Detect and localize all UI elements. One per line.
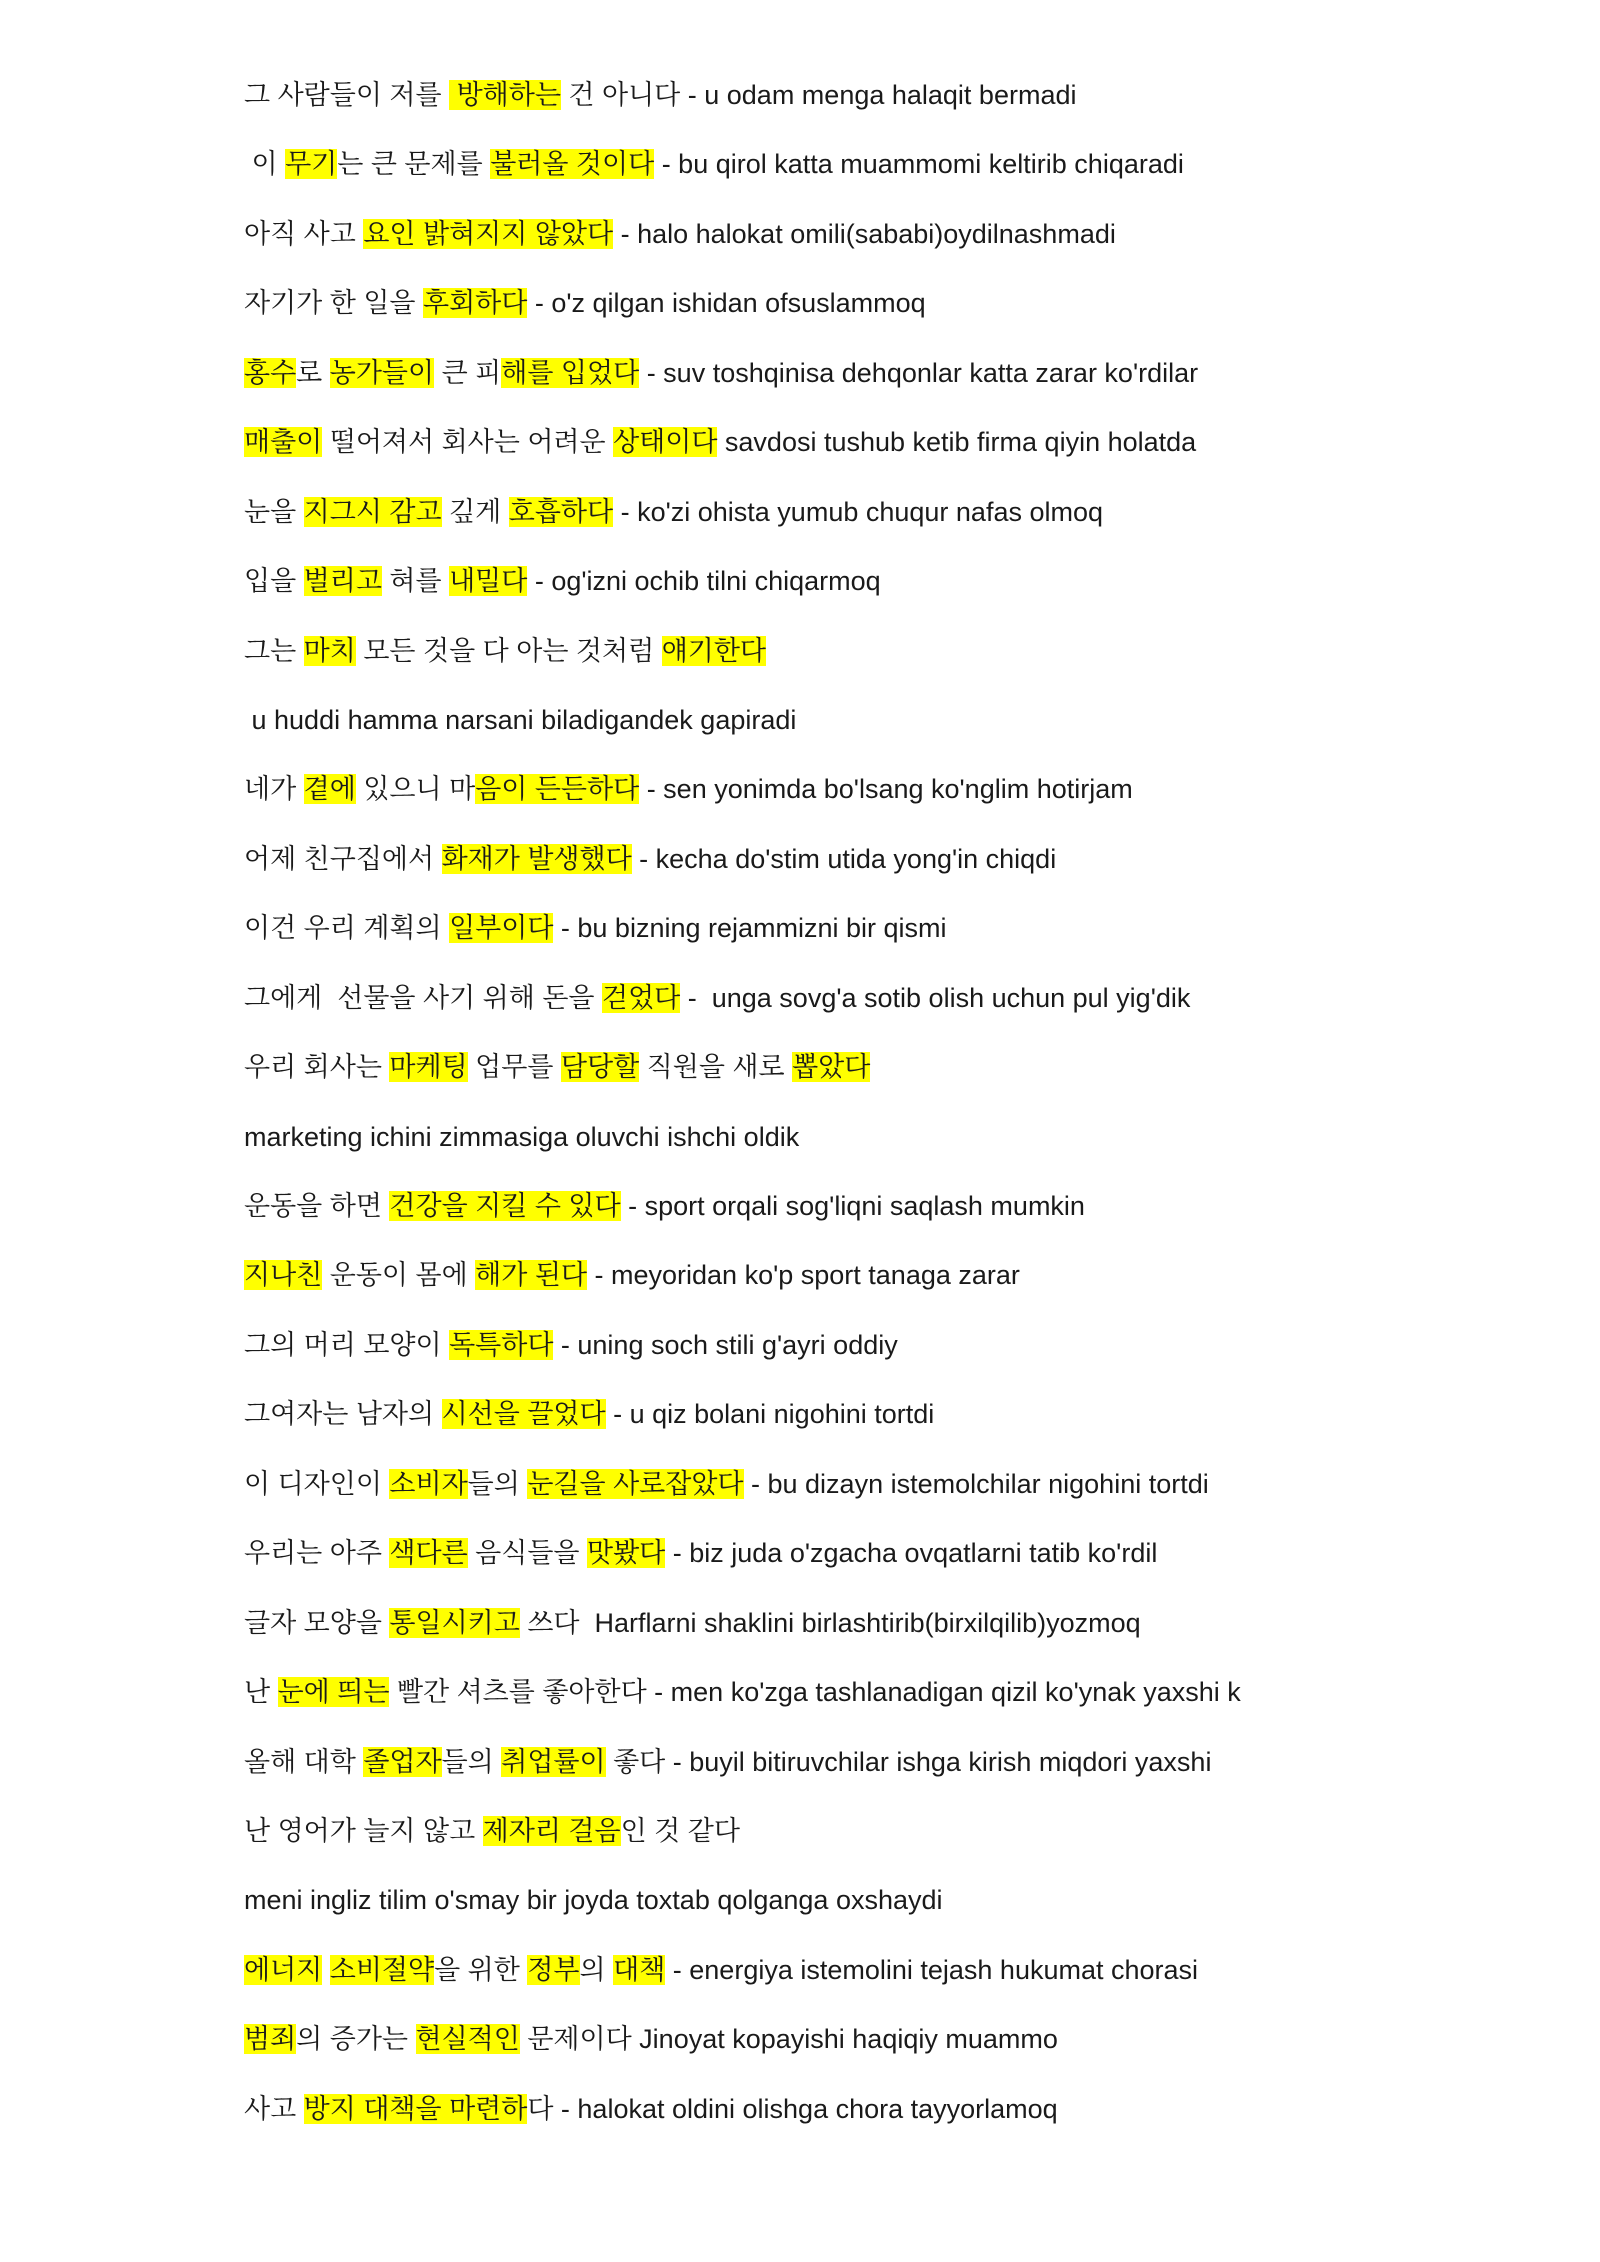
text-segment: 좋다 - buyil bitiruvchilar ishga kirish miqdori yaxshi [605, 1746, 1212, 1777]
highlighted-text: 음이 든든하다 [475, 774, 640, 805]
text-segment: 큰 피 [434, 357, 502, 388]
highlighted-text: 제자리 걸음 [482, 1815, 621, 1846]
text-segment: 의 증가는 [296, 2024, 416, 2055]
text-segment: - meyoridan ko'p sport tanaga zarar [587, 1260, 1020, 1291]
text-line [244, 686, 1540, 755]
text-line [244, 755, 1540, 824]
text-line [244, 269, 1540, 338]
highlighted-text: 눈길을 사로잡았다 [527, 1468, 744, 1499]
text-segment: 그에게 선물을 사기 위해 돈을 [244, 982, 602, 1013]
text-segment: 다 - halokat oldini olishga chora tayyorlamoq [527, 2093, 1058, 2124]
highlighted-text: 매출이 [244, 427, 323, 458]
highlighted-text: 지그시 감고 [303, 496, 442, 527]
text-line [244, 825, 1540, 894]
text-segment: - suv toshqinisa dehqonlar katta zarar ko'rdilar [639, 357, 1199, 388]
highlighted-text: 일부이다 [449, 913, 554, 944]
text-segment [322, 1955, 330, 1985]
text-line [244, 1519, 1540, 1588]
document-body [244, 61, 1540, 2144]
text-line [244, 1936, 1540, 2005]
text-segment: 쓰다 Harflarni shaklini birlashtirib(birxilqilib)yozmoq [519, 1607, 1141, 1638]
highlighted-text: 상태이다 [613, 427, 718, 458]
highlighted-text: 해를 입었다 [501, 357, 640, 388]
highlighted-text: 농가들이 [329, 357, 435, 388]
highlighted-text: 해가 된다 [475, 1260, 588, 1291]
text-segment: u huddi hamma narsani biladigandek gapiradi [244, 704, 797, 735]
text-line [244, 1172, 1540, 1241]
highlighted-text: 건강을 지킬 수 있다 [389, 1191, 621, 1221]
text-segment: - halo halokat omili(sababi)oydilnashmadi [613, 218, 1116, 249]
highlighted-text: 범죄 [244, 2024, 297, 2055]
text-segment: 난 [244, 1677, 278, 1708]
highlighted-text: 뽑았다 [792, 1052, 871, 1083]
text-segment: 어제 친구집에서 [244, 843, 442, 874]
highlighted-text: 얘기한다 [661, 635, 767, 666]
text-segment: - sport orqali sog'liqni saqlash mumkin [620, 1191, 1085, 1221]
text-segment: 모든 것을 다 아는 것처럼 [355, 635, 662, 666]
highlighted-text: 지나친 [244, 1260, 323, 1291]
highlighted-text: 마치 [303, 635, 356, 666]
text-segment: 글자 모양을 [244, 1607, 390, 1638]
text-line [244, 339, 1540, 408]
text-segment: 들의 [441, 1746, 502, 1777]
text-segment: - kecha do'stim utida yong'in chiqdi [631, 843, 1057, 874]
text-line [244, 1103, 1540, 1172]
text-segment: 그는 [244, 635, 304, 666]
highlighted-text: 현실적인 [415, 2024, 520, 2055]
text-segment: 아직 사고 [244, 218, 364, 249]
text-segment: 는 큰 문제를 [337, 149, 491, 180]
text-line [244, 1866, 1540, 1935]
highlighted-text: 벌리고 [303, 566, 382, 597]
highlighted-text: 색다른 [389, 1538, 468, 1569]
highlighted-text: 맛봤다 [587, 1538, 666, 1569]
text-line [244, 130, 1540, 199]
highlighted-text: 방지 대책을 마련하 [303, 2093, 528, 2124]
highlighted-text: 취업률이 [501, 1746, 606, 1777]
text-segment: - o'z qilgan ishidan ofsuslammoq [527, 288, 926, 319]
text-segment: 의 [579, 1954, 614, 1985]
text-segment: - uning soch stili g'ayri oddiy [553, 1329, 898, 1360]
highlighted-text: 눈에 띄는 [277, 1677, 390, 1708]
text-segment: 로 [296, 357, 330, 388]
text-segment: 깊게 [441, 496, 509, 527]
text-segment: 음식들을 [467, 1538, 588, 1569]
text-segment: 이 [244, 149, 286, 180]
text-segment: 사고 [244, 2093, 304, 2124]
text-line [244, 1450, 1540, 1519]
text-segment: - bu qirol katta muammomi keltirib chiqaradi [654, 149, 1184, 180]
text-segment: savdosi tushub ketib firma qiyin holatda [717, 427, 1197, 458]
highlighted-text: 에너지 [244, 1954, 323, 1985]
text-segment: 올해 대학 [244, 1746, 364, 1777]
text-segment: - ko'zi ohista yumub chuqur nafas olmoq [613, 496, 1103, 527]
text-line [244, 1311, 1540, 1380]
highlighted-text: 담당할 [560, 1052, 640, 1083]
text-segment: 을 위한 [434, 1954, 528, 1985]
text-segment: - energiya istemolini tejash hukumat chorasi [665, 1954, 1199, 1985]
text-segment: 운동을 하면 [244, 1191, 390, 1221]
text-segment: 업무를 [467, 1052, 561, 1083]
highlighted-text: 호흡하다 [508, 496, 614, 527]
text-segment: 직원을 새로 [639, 1052, 793, 1083]
text-segment: 이 디자인이 [244, 1468, 390, 1499]
highlighted-text: 화재가 발생했다 [441, 843, 632, 874]
text-segment: - unga sovg'a sotib olish uchun pul yig'dik [680, 982, 1191, 1013]
text-segment: 자기가 한 일을 [244, 288, 423, 319]
text-line [244, 2005, 1540, 2074]
text-line [244, 1728, 1540, 1797]
text-line [244, 2075, 1540, 2144]
text-segment: 들의 [467, 1468, 528, 1499]
text-segment: 혀를 [381, 566, 450, 597]
text-segment: 입을 [244, 566, 304, 597]
highlighted-text: 무기 [285, 149, 338, 180]
text-segment: - bu bizning rejammizni bir qismi [553, 913, 947, 944]
text-segment: 있으니 마 [355, 774, 476, 805]
highlighted-text: 정부 [527, 1954, 580, 1985]
text-line [244, 1241, 1540, 1310]
text-segment: 운동이 몸에 [322, 1260, 476, 1291]
highlighted-text: 소비자 [389, 1468, 468, 1499]
highlighted-text: 방해하는 [449, 80, 561, 110]
text-segment: 인 것 같다 [620, 1815, 740, 1846]
text-segment: 눈을 [244, 496, 304, 527]
text-segment: meni ingliz tilim o'smay bir joyda toxtab qolganga oxshaydi [244, 1885, 943, 1916]
text-segment: 떨어져서 회사는 어려운 [322, 427, 614, 458]
text-segment: 우리 회사는 [244, 1052, 390, 1083]
text-line [244, 1658, 1540, 1727]
highlighted-text: 곁에 [303, 774, 356, 805]
highlighted-text: 홍수 [244, 357, 297, 388]
text-segment: 이건 우리 계획의 [244, 913, 450, 944]
text-line [244, 1589, 1540, 1658]
text-segment: 그의 머리 모양이 [244, 1329, 450, 1360]
text-segment: 그여자는 남자의 [244, 1399, 442, 1430]
text-line [244, 1033, 1540, 1102]
highlighted-text: 마케팅 [389, 1052, 468, 1083]
text-line [244, 894, 1540, 963]
highlighted-text: 시선을 끌었다 [441, 1399, 606, 1430]
text-segment: - biz juda o'zgacha ovqatlarni tatib ko'rdil [665, 1538, 1158, 1569]
text-segment: 난 영어가 늘지 않고 [244, 1815, 483, 1846]
text-line [244, 547, 1540, 616]
text-segment: 빨간 셔츠를 좋아한다 - men ko'zga tashlanadigan qizil ko'ynak yaxshi k [389, 1677, 1241, 1708]
text-line [244, 1380, 1540, 1449]
text-line [244, 478, 1540, 547]
text-segment: 네가 [244, 774, 304, 805]
text-segment: marketing ichini zimmasiga oluvchi ishchi oldik [244, 1121, 800, 1152]
text-line [244, 617, 1540, 686]
text-segment: - u qiz bolani nigohini tortdi [605, 1399, 935, 1430]
text-segment: 건 아니다 - u odam menga halaqit bermadi [560, 80, 1077, 110]
text-line [244, 408, 1540, 477]
highlighted-text: 걷었다 [602, 982, 681, 1013]
highlighted-text: 졸업자 [363, 1746, 442, 1777]
highlighted-text: 독특하다 [449, 1329, 554, 1360]
text-line [244, 964, 1540, 1033]
highlighted-text: 통일시키고 [389, 1607, 520, 1638]
highlighted-text: 대책 [613, 1954, 666, 1985]
text-segment: 문제이다 Jinoyat kopayishi haqiqiy muammo [519, 2024, 1058, 2055]
highlighted-text: 내밀다 [449, 566, 528, 597]
text-segment: - bu dizayn istemolchilar nigohini tortdi [743, 1468, 1209, 1499]
text-segment: 그 사람들이 저를 [244, 80, 450, 110]
highlighted-text: 후회하다 [423, 288, 528, 319]
text-line [244, 200, 1540, 269]
highlighted-text: 불러올 것이다 [490, 149, 655, 180]
highlighted-text: 요인 밝혀지지 않았다 [363, 218, 614, 249]
text-segment: - og'izni ochib tilni chiqarmoq [527, 566, 881, 597]
text-segment: - sen yonimda bo'lsang ko'nglim hotirjam [639, 774, 1133, 805]
highlighted-text: 소비절약 [329, 1954, 435, 1985]
text-line [244, 1797, 1540, 1866]
text-segment: 우리는 아주 [244, 1538, 390, 1569]
text-line [244, 61, 1540, 130]
